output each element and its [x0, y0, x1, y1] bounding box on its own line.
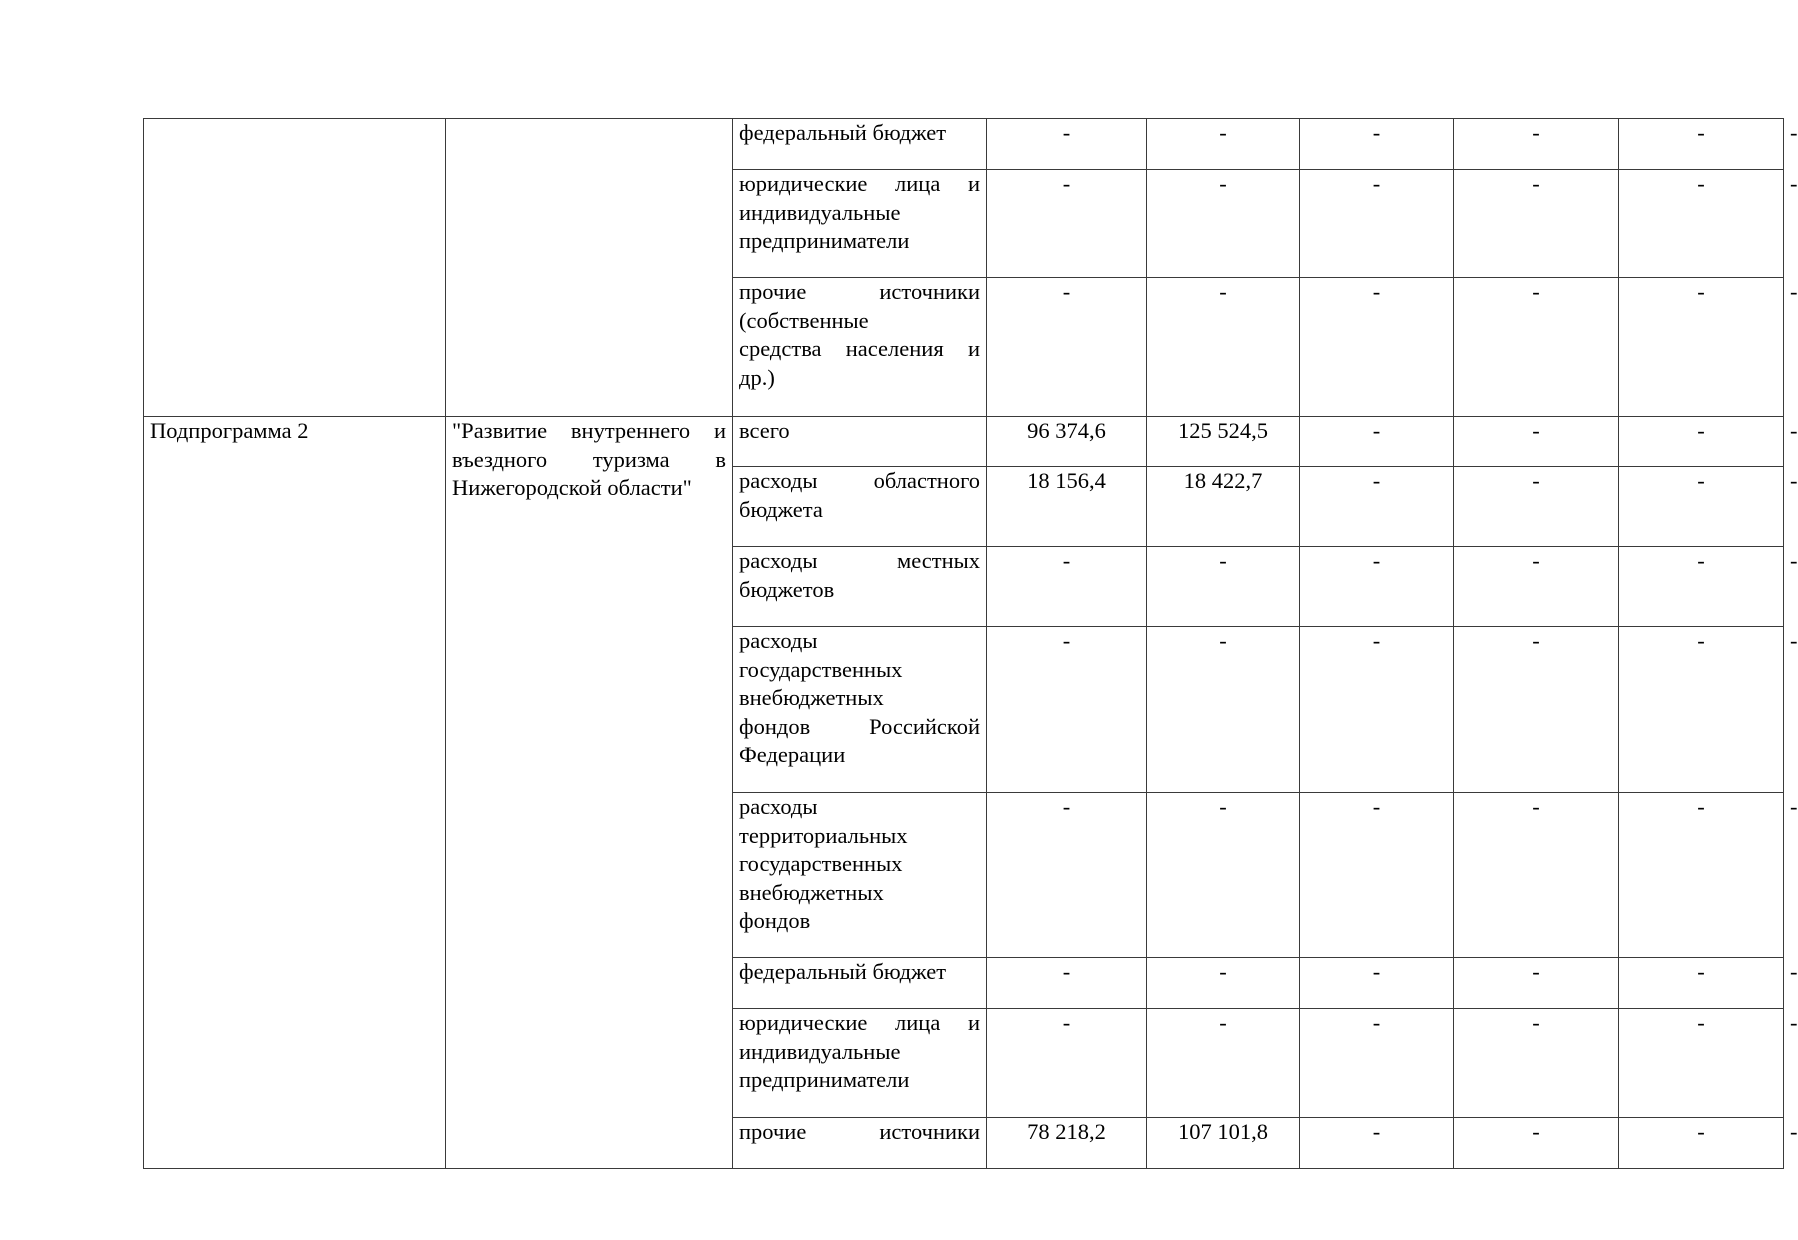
value-cell: - [1619, 467, 1784, 547]
value-cell: - [1454, 417, 1619, 467]
value-cell: - [1619, 793, 1784, 958]
value-cell: 18 156,4 [987, 467, 1147, 547]
source-cell: всего [733, 417, 987, 467]
value-cell: - [1147, 627, 1300, 793]
value-cell: - [1300, 417, 1454, 467]
source-cell: прочие источники [733, 1118, 987, 1169]
value-cell: - [987, 627, 1147, 793]
subprogram-label: Подпрограмма 2 [144, 417, 446, 1169]
source-cell: прочие источники (собственные средства населения и др.) [733, 278, 987, 417]
source-cell: юридические лица и индивидуальные предприниматели [733, 170, 987, 278]
table-row: расходы территориальных государственных внебюджетных фондов - - - - - - [144, 793, 1784, 958]
value-cell: - [1454, 467, 1619, 547]
table-row: федеральный бюджет - - - - - - [144, 958, 1784, 1009]
table-row: прочие источники (собственные средства населения и др.) - - - - - - [144, 278, 1784, 417]
value-cell: - [1300, 547, 1454, 627]
value-cell: - [1619, 1118, 1784, 1169]
value-cell: - [1619, 958, 1784, 1009]
source-cell: федеральный бюджет [733, 119, 987, 170]
value-cell: - [1619, 627, 1784, 793]
value-cell: - [1300, 170, 1454, 278]
value-cell: - [1454, 793, 1619, 958]
value-cell: - [1619, 278, 1784, 417]
value-cell: 96 374,6 [987, 417, 1147, 467]
value-cell: - [987, 170, 1147, 278]
funding-table [143, 118, 1798, 1169]
table-row: расходы государственных внебюджетных фондов Российской Федерации - - - - - - [144, 627, 1784, 793]
value-cell: - [1454, 1009, 1619, 1118]
value-cell: - [1454, 958, 1619, 1009]
source-cell: расходы местных бюджетов [733, 547, 987, 627]
value-cell: - [1454, 547, 1619, 627]
value-cell: - [1147, 170, 1300, 278]
value-cell: - [1300, 1118, 1454, 1169]
value-cell: - [1300, 627, 1454, 793]
table-row: юридические лица и индивидуальные предприниматели - - - - - - [144, 170, 1784, 278]
table-row: федеральный бюджет - - - - - - [144, 119, 1784, 170]
value-cell: - [987, 793, 1147, 958]
value-cell: - [1147, 547, 1300, 627]
table-row: расходы областного бюджета 18 156,4 18 422,7 - - - - [144, 467, 1784, 547]
table-row: прочие источники 78 218,2 107 101,8 - - - - [144, 1118, 1784, 1169]
value-cell: - [1454, 1118, 1619, 1169]
value-cell: - [1619, 547, 1784, 627]
table-row: Подпрограмма 2 "Развитие внутреннего и въездного туризма в Нижегородской области" всего 96 374,6 125 524,5 - - - - [144, 417, 1784, 467]
value-cell: - [1619, 170, 1784, 278]
subprogram-name: "Развитие внутреннего и въездного туризма в Нижегородской области" [446, 417, 733, 1169]
value-cell: - [987, 1009, 1147, 1118]
value-cell: - [1454, 278, 1619, 417]
source-cell: федеральный бюджет [733, 958, 987, 1009]
value-cell: 78 218,2 [987, 1118, 1147, 1169]
source-cell: юридические лица и индивидуальные предприниматели [733, 1009, 987, 1118]
value-cell: - [1300, 793, 1454, 958]
value-cell: - [1147, 1009, 1300, 1118]
value-cell: - [1454, 119, 1619, 170]
table-row: юридические лица и индивидуальные предприниматели - - - - - - [144, 1009, 1784, 1118]
value-cell: 18 422,7 [1147, 467, 1300, 547]
source-cell: расходы территориальных государственных внебюджетных фондов [733, 793, 987, 958]
value-cell: - [987, 547, 1147, 627]
value-cell: - [1619, 417, 1784, 467]
source-cell: расходы государственных внебюджетных фондов Российской Федерации [733, 627, 987, 793]
value-cell: - [1147, 793, 1300, 958]
value-cell: - [1454, 170, 1619, 278]
value-cell: - [987, 119, 1147, 170]
source-cell: расходы областного бюджета [733, 467, 987, 547]
value-cell: 107 101,8 [1147, 1118, 1300, 1169]
value-cell: - [1147, 958, 1300, 1009]
program-name-cell [446, 119, 733, 417]
value-cell: - [1300, 958, 1454, 1009]
value-cell: - [1300, 278, 1454, 417]
value-cell: - [1454, 627, 1619, 793]
program-label-cell [144, 119, 446, 417]
value-cell: - [1147, 278, 1300, 417]
value-cell: - [1300, 467, 1454, 547]
table-row: расходы местных бюджетов - - - - - - [144, 547, 1784, 627]
value-cell: - [1619, 1009, 1784, 1118]
value-cell: 125 524,5 [1147, 417, 1300, 467]
value-cell: - [987, 958, 1147, 1009]
value-cell: - [987, 278, 1147, 417]
value-cell: - [1300, 1009, 1454, 1118]
value-cell: - [1300, 119, 1454, 170]
value-cell: - [1147, 119, 1300, 170]
value-cell: - [1619, 119, 1784, 170]
